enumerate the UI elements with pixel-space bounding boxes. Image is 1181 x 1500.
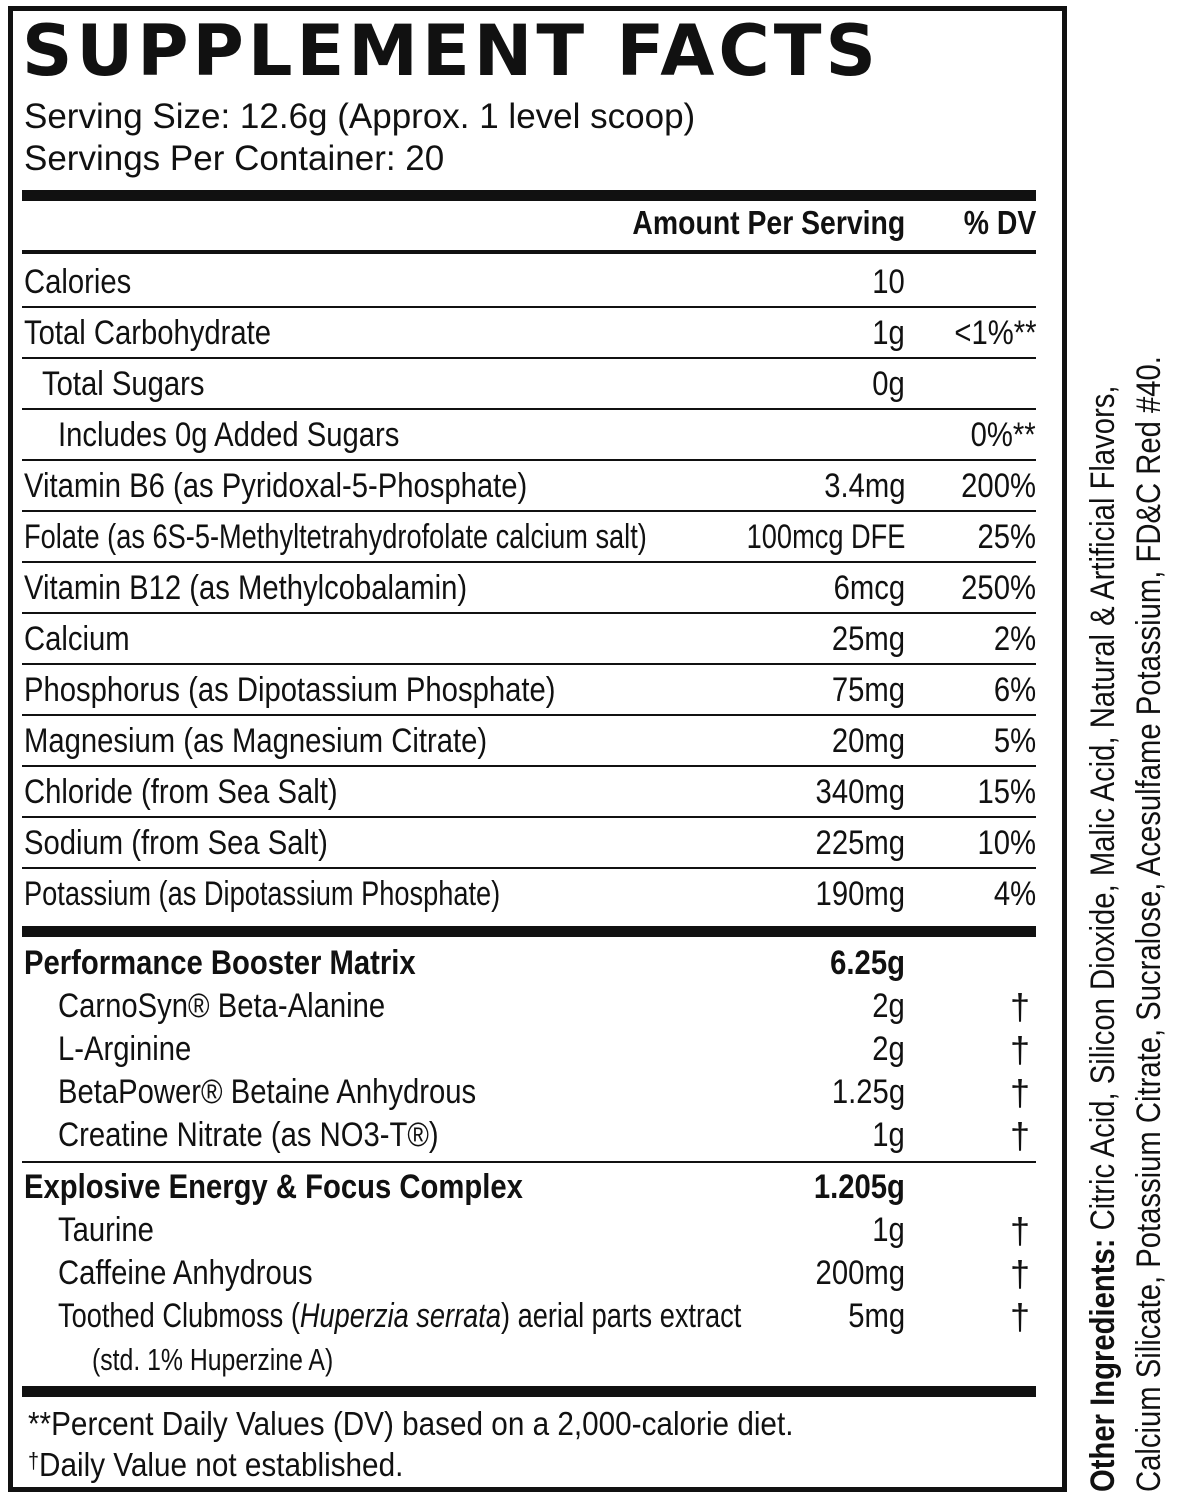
nutrient-row: [22, 818, 1036, 869]
nutrient-name: Chloride (from Sea Salt): [24, 773, 338, 811]
nutrient-dv: 4%: [993, 875, 1036, 913]
nutrient-name: Includes 0g Added Sugars: [58, 416, 400, 454]
blend-ingredient: [22, 1209, 1036, 1252]
nutrient-amount: 225mg: [815, 824, 905, 862]
nutrient-row: [22, 563, 1036, 614]
nutrient-dv: 25%: [977, 518, 1036, 556]
ingredient-amount: 5mg: [848, 1297, 905, 1335]
ingredient-name: L-Arginine: [58, 1030, 192, 1068]
nutrient-dv: 10%: [977, 824, 1036, 862]
nutrient-amount: 75mg: [831, 671, 905, 709]
ingredient-std: (std. 1% Huperzine A): [92, 1342, 334, 1377]
latin-name: Huperzia serrata: [299, 1297, 501, 1335]
ingredient-name: Toothed Clubmoss (Huperzia serrata) aerial parts extract: [58, 1297, 742, 1335]
ingredient-standardization: [22, 1338, 1036, 1381]
nutrient-name: Sodium (from Sea Salt): [24, 824, 328, 862]
nutrient-name: Folate (as 6S-5-Methyltetrahydrofolate calcium salt): [24, 518, 647, 556]
nutrient-amount: 3.4mg: [823, 467, 905, 505]
dagger-footnote: †Daily Value not established.: [28, 1446, 404, 1483]
blend-separator: [22, 1161, 1036, 1163]
ingredient-name: BetaPower® Betaine Anhydrous: [58, 1073, 477, 1111]
blend-ingredient: [22, 985, 1036, 1028]
nutrient-name: Calcium: [24, 620, 130, 658]
dagger-mark: †: [1009, 1296, 1030, 1337]
nutrient-amount: 20mg: [831, 722, 905, 760]
blend-divider: [22, 926, 1036, 937]
nutrient-row: [22, 461, 1036, 512]
nutrient-dv: 0%**: [970, 416, 1036, 454]
nutrient-dv: <1%**: [953, 314, 1036, 352]
nutrient-amount: 6mcg: [833, 569, 905, 607]
blend-ingredient: [22, 1252, 1036, 1295]
ingredient-amount: 1.25g: [831, 1073, 905, 1111]
nutrient-amount: 100mcg DFE: [746, 518, 905, 556]
nutrient-row: [22, 257, 1036, 308]
nutrient-row: [22, 716, 1036, 767]
other-ingredients-label: Other Ingredients:: [1084, 1238, 1122, 1492]
nutrient-dv: 6%: [993, 671, 1036, 709]
ingredient-name: Caffeine Anhydrous: [58, 1254, 313, 1292]
amount-per-serving-header: Amount Per Serving: [632, 204, 905, 241]
nutrient-dv: 5%: [993, 722, 1036, 760]
dv-footnote: **Percent Daily Values (DV) based on a 2,000-calorie diet.: [28, 1405, 794, 1442]
column-header-divider: [22, 250, 1036, 254]
header-divider: [22, 190, 1036, 201]
servings-per-container: Servings Per Container: 20: [24, 139, 445, 178]
nutrient-amount: 190mg: [815, 875, 905, 913]
ingredient-name: Creatine Nitrate (as NO3-T®): [58, 1116, 439, 1154]
nutrient-name: Magnesium (as Magnesium Citrate): [24, 722, 488, 760]
dagger-mark: †: [1009, 1115, 1030, 1156]
nutrient-name: Phosphorus (as Dipotassium Phosphate): [24, 671, 556, 709]
blend-ingredient: [22, 1295, 1036, 1338]
ingredient-amount: 1g: [872, 1211, 905, 1249]
nutrient-row: [22, 614, 1036, 665]
blend-ingredient: [22, 1114, 1036, 1157]
blend-header: [22, 1166, 1036, 1209]
nutrient-amount: 25mg: [831, 620, 905, 658]
blend-amount: 1.205g: [813, 1168, 905, 1206]
nutrient-dv: 200%: [961, 467, 1036, 505]
nutrient-row: [22, 410, 1036, 461]
other-ingredients-line-1: Citric Acid, Silicon Dioxide, Malic Acid, Natural & Artificial Flavors,: [1084, 385, 1122, 1239]
nutrient-dv: 2%: [993, 620, 1036, 658]
nutrient-name: Potassium (as Dipotassium Phosphate): [24, 875, 501, 913]
nutrient-row: [22, 359, 1036, 410]
ingredient-amount: 2g: [872, 1030, 905, 1068]
footnote-divider: [22, 1386, 1036, 1397]
panel-title: SUPPLEMENT FACTS: [22, 10, 880, 92]
dagger-mark: †: [1009, 1253, 1030, 1294]
ingredient-amount: 2g: [872, 987, 905, 1025]
other-ingredients: [1080, 4, 1172, 1492]
nutrient-name: Vitamin B6 (as Pyridoxal-5-Phosphate): [24, 467, 528, 505]
nutrient-row: [22, 512, 1036, 563]
other-ingredients-line-2: Calcium Silicate, Potassium Citrate, Sucralose, Acesulfame Potassium, FD&C Red #40.: [1130, 356, 1168, 1492]
nutrient-name: Vitamin B12 (as Methylcobalamin): [24, 569, 468, 607]
blend-header: [22, 942, 1036, 985]
serving-size: Serving Size: 12.6g (Approx. 1 level scoop): [24, 97, 696, 136]
dagger-mark: †: [1009, 1029, 1030, 1070]
ingredient-amount: 200mg: [815, 1254, 905, 1292]
dagger-mark: †: [1009, 986, 1030, 1027]
blend-name: Performance Booster Matrix: [24, 944, 416, 982]
nutrient-name: Total Carbohydrate: [24, 314, 272, 352]
dagger-mark: †: [1009, 1210, 1030, 1251]
nutrient-amount: 1g: [872, 314, 905, 352]
ingredient-name: Taurine: [58, 1211, 154, 1249]
dagger-symbol: †: [28, 1448, 40, 1473]
ingredient-name: CarnoSyn® Beta-Alanine: [58, 987, 386, 1025]
nutrient-dv: 15%: [977, 773, 1036, 811]
nutrient-row: [22, 767, 1036, 818]
blend-ingredient: [22, 1071, 1036, 1114]
nutrient-amount: 0g: [872, 365, 905, 403]
nutrient-name: Calories: [24, 263, 132, 301]
nutrient-dv: 250%: [961, 569, 1036, 607]
nutrient-row: [22, 665, 1036, 716]
blend-ingredient: [22, 1028, 1036, 1071]
ingredient-amount: 1g: [872, 1116, 905, 1154]
dagger-mark: †: [1009, 1072, 1030, 1113]
dv-header: % DV: [963, 204, 1036, 241]
nutrient-row: [22, 308, 1036, 359]
nutrient-name: Total Sugars: [42, 365, 205, 403]
nutrient-row: [22, 869, 1036, 920]
nutrient-amount: 10: [872, 263, 905, 301]
blend-amount: 6.25g: [830, 944, 905, 982]
blend-name: Explosive Energy & Focus Complex: [24, 1168, 523, 1206]
nutrient-amount: 340mg: [815, 773, 905, 811]
